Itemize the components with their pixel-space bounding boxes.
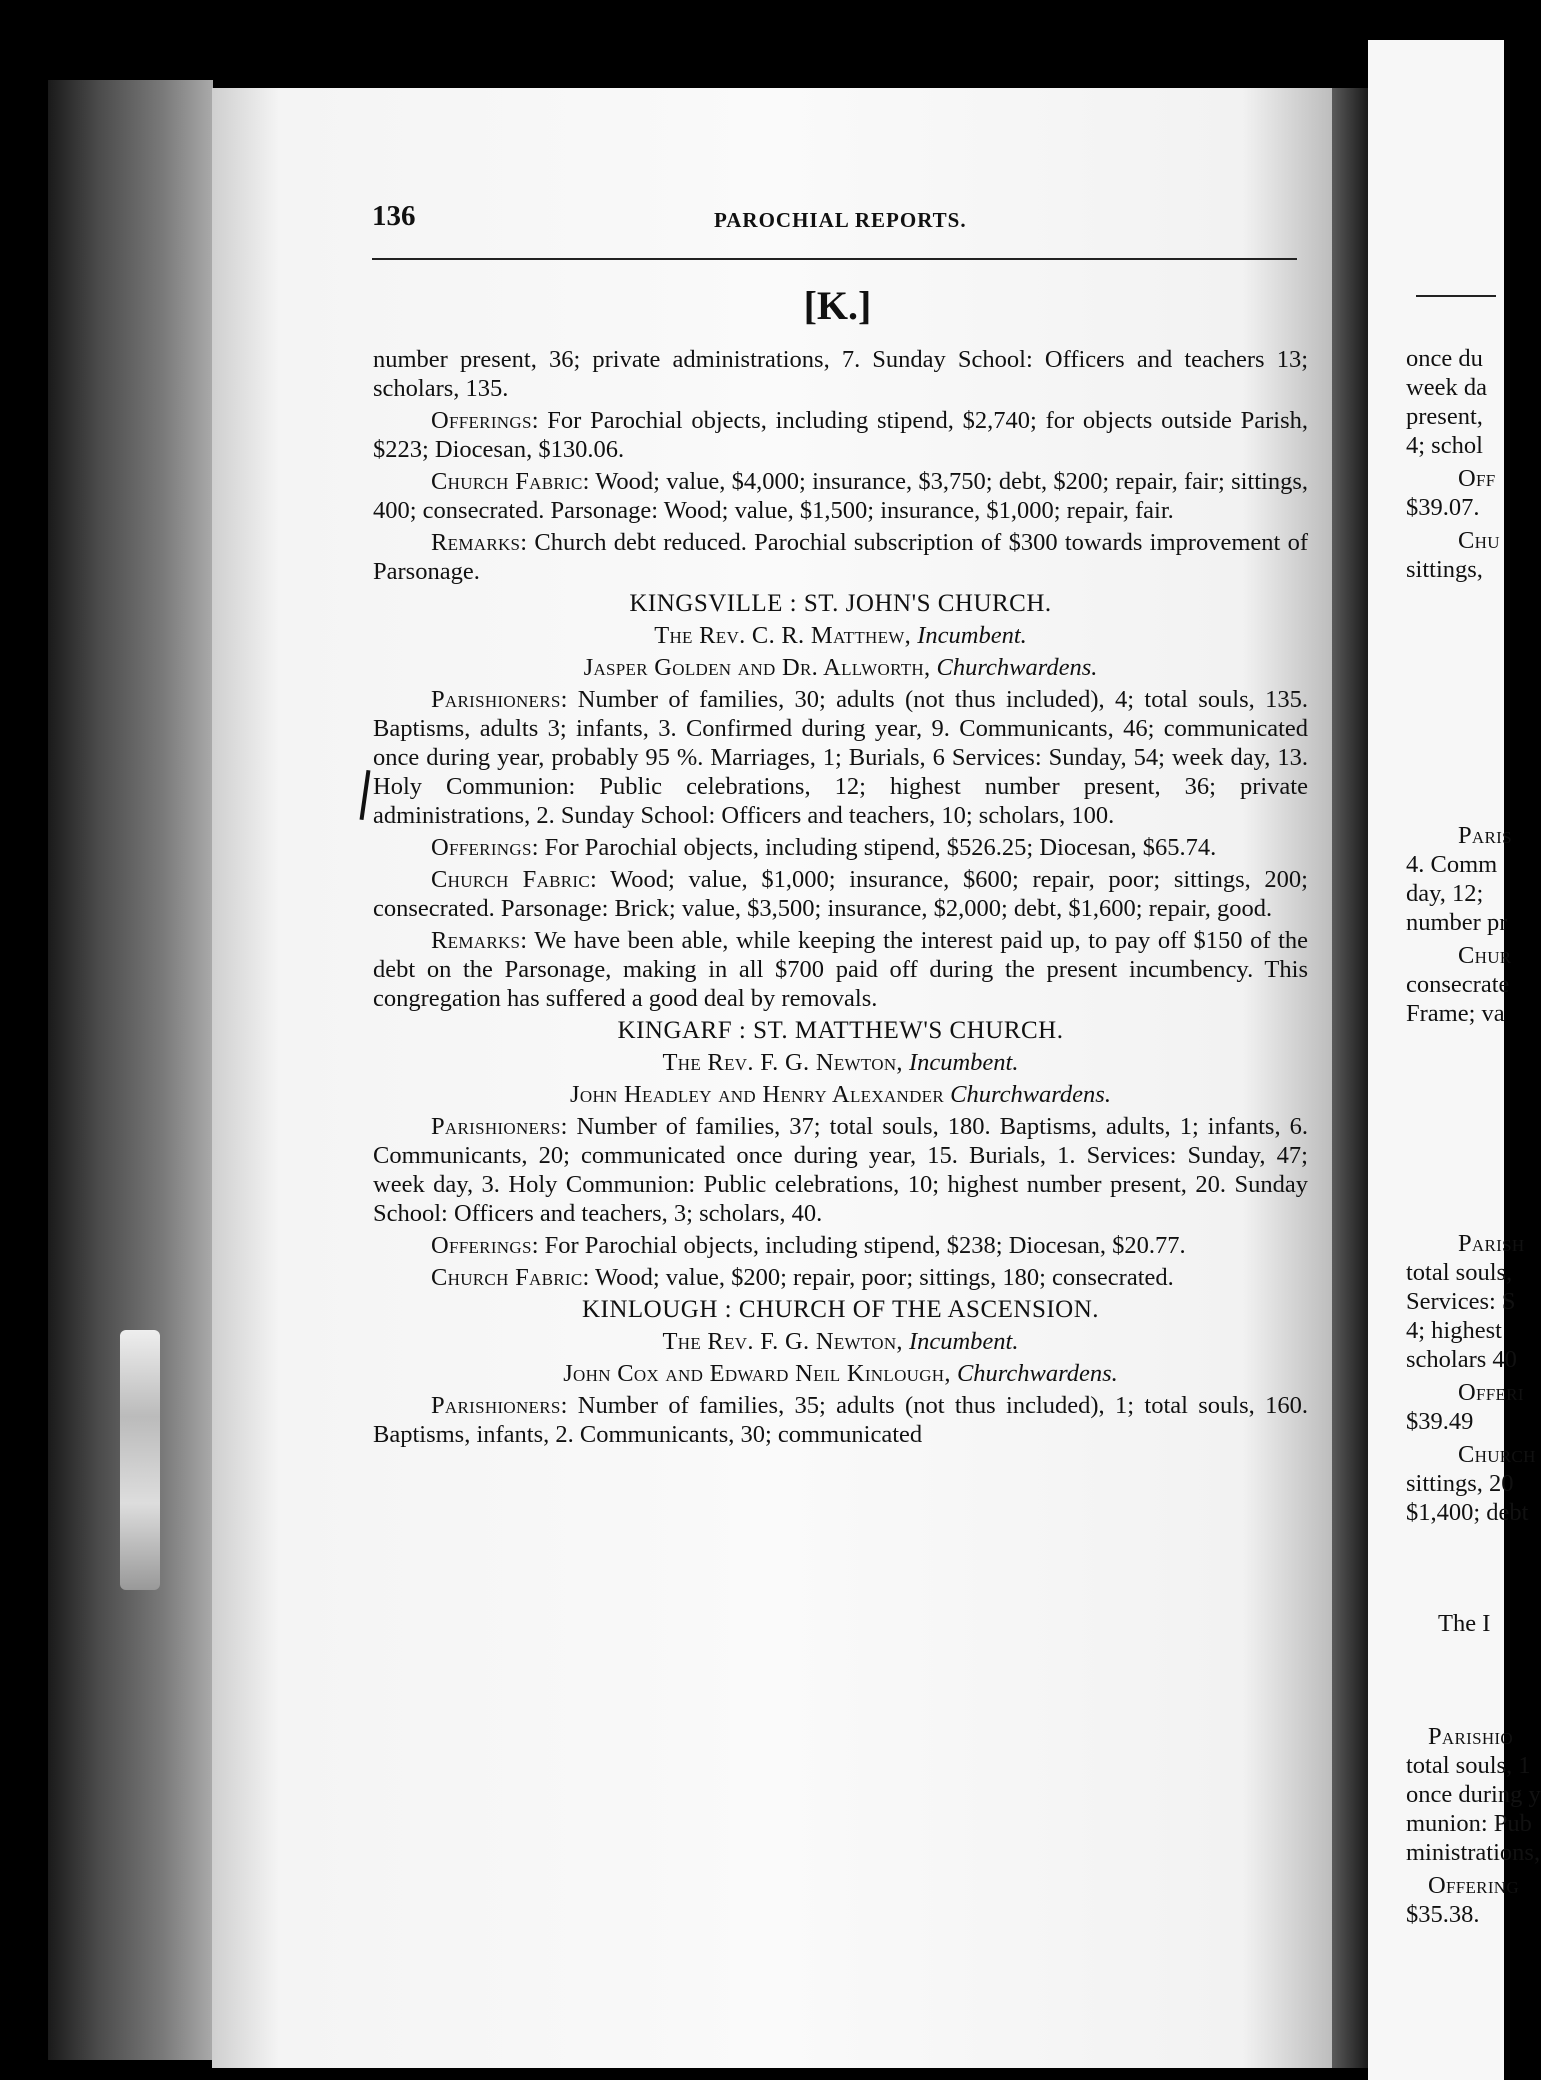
paragraph-label: Parishioners [431, 686, 561, 713]
facing-line: 4; highest [1406, 1317, 1502, 1344]
incumbent-name: The Rev. F. G. Newton, [662, 1328, 903, 1355]
incumbent-role: Incumbent. [908, 1328, 1019, 1355]
continuation-paragraph: number present, 36; private administrations, 7. Sunday School: Officers and teachers 13; scholars, 135. [373, 346, 1308, 402]
paragraph-text: : Number of families, 35; adults (not thus included), 1; total souls, 160. Baptisms, infants, 2. Communicants, 30; communicated [373, 1392, 1308, 1448]
facing-line: Frame; va [1406, 1000, 1505, 1027]
facing-line: Parish [1458, 1230, 1525, 1257]
page-number: 136 [372, 200, 416, 232]
facing-line: Off [1458, 465, 1496, 492]
facing-line: Church [1458, 1441, 1536, 1468]
incumbent-name: The Rev. C. R. Matthew, [654, 622, 912, 649]
paragraph-label: Remarks [431, 529, 521, 556]
paragraph-label: Parishioners [431, 1392, 561, 1419]
remarks-paragraph [373, 528, 1308, 586]
churchwardens-role: Churchwardens. [936, 654, 1098, 681]
incumbent-role: Incumbent. [908, 1049, 1019, 1076]
incumbent-line [373, 1327, 1308, 1356]
facing-line: sittings, 20 [1406, 1470, 1514, 1497]
facing-line: once during y [1406, 1781, 1541, 1808]
facing-line: The I [1438, 1610, 1491, 1637]
churchwardens-line [373, 653, 1308, 682]
facing-line: Paris [1458, 822, 1512, 849]
churchwardens-role: Churchwardens. [950, 1081, 1111, 1108]
gutter-shadow [1332, 88, 1368, 2068]
church-fabric-paragraph [373, 467, 1308, 525]
church-fabric-paragraph [373, 1263, 1308, 1292]
facing-line: consecrate [1406, 971, 1510, 998]
paragraph-text: : For Parochial objects, including stipend, $526.25; Diocesan, $65.74. [531, 834, 1217, 861]
paragraph-text: : Church debt reduced. Parochial subscription of $300 towards improvement of Parsonage. [373, 529, 1308, 585]
paragraph-label: Church Fabric [431, 468, 583, 495]
church-heading: KINGSVILLE : ST. JOHN'S CHURCH. [629, 590, 1052, 617]
paragraph-label: Offerings [431, 1232, 532, 1259]
paragraph-label: Offerings [431, 834, 532, 861]
churchwardens-names: Jasper Golden and Dr. Allworth, [583, 654, 931, 681]
facing-line: ministrations, [1406, 1839, 1541, 1866]
churchwardens-role: Churchwardens. [956, 1360, 1118, 1387]
paragraph-text: : For Parochial objects, including stipend, $2,740; for objects outside Parish, $223; Diocesan, $130.06. [373, 407, 1308, 463]
paragraph-label: Remarks [431, 927, 521, 954]
church-heading: KINLOUGH : CHURCH OF THE ASCENSION. [581, 1296, 1100, 1323]
paragraph-label: Church Fabric [431, 1264, 583, 1291]
parishioners-paragraph [373, 1112, 1308, 1228]
paragraph-label: Parishioners [431, 1113, 561, 1140]
church-fabric-paragraph [373, 865, 1308, 923]
paragraph-text: : For Parochial objects, including stipend, $238; Diocesan, $20.77. [531, 1232, 1186, 1259]
facing-line: day, 12; [1406, 880, 1484, 907]
parishioners-paragraph [373, 685, 1308, 830]
paragraph-text: : Number of families, 37; total souls, 180. Baptisms, adults, 1; infants, 6. Communicants, 20; communicated once during year, 15. Burials, 1. Services: Sunday, 47; week day, 3. Holy Communion: Public celebrations, 10; highest number present, 20. Sunday School: Officers and teachers, 3; scholars, 40. [373, 1113, 1308, 1227]
incumbent-line [373, 621, 1308, 650]
offerings-paragraph [373, 406, 1308, 464]
facing-line: week da [1406, 374, 1487, 401]
paragraph-text: : Wood; value, $4,000; insurance, $3,750; debt, $200; repair, fair; sittings, 400; consecrated. Parsonage: Wood; value, $1,500; insurance, $1,000; repair, fair. [373, 468, 1308, 524]
parishioners-paragraph [373, 1391, 1308, 1449]
facing-page-rule [1416, 295, 1496, 297]
facing-line: $35.38. [1406, 1901, 1480, 1928]
facing-line: Offering [1428, 1872, 1519, 1899]
paragraph-label: Church Fabric [431, 866, 591, 893]
binding-ornament [120, 1330, 160, 1590]
facing-line: total souls, [1406, 1259, 1513, 1286]
incumbent-role: Incumbent. [917, 622, 1027, 649]
facing-line: Chur [1458, 942, 1512, 969]
facing-line: number pr [1406, 909, 1508, 936]
facing-line: Parishio [1428, 1723, 1513, 1750]
facing-line: Offeri [1458, 1379, 1524, 1406]
paragraph-text: : Wood; value, $1,000; insurance, $600; repair, poor; sittings, 200; consecrated. Parsonage: Brick; value, $3,500; insurance, $2,000; debt, $1,600; repair, good. [373, 866, 1308, 922]
facing-line: 4. Comm [1406, 851, 1498, 878]
facing-page [1368, 40, 1541, 2080]
churchwardens-names: John Cox and Edward Neil Kinlough, [563, 1360, 951, 1387]
facing-line: 4; schol [1406, 432, 1483, 459]
header-rule [372, 258, 1297, 260]
facing-line: total souls, 1 [1406, 1752, 1531, 1779]
incumbent-line [373, 1048, 1308, 1077]
facing-line: $1,400; debt [1406, 1499, 1529, 1526]
running-head: PAROCHIAL REPORTS. [714, 208, 967, 232]
incumbent-name: The Rev. F. G. Newton, [662, 1049, 903, 1076]
page-body [373, 345, 1308, 1452]
facing-line: $39.49 [1406, 1408, 1474, 1435]
church-heading: KINGARF : ST. MATTHEW'S CHURCH. [617, 1017, 1064, 1044]
page-header [372, 200, 1297, 240]
facing-line: $39.07. [1406, 494, 1480, 521]
facing-line: scholars 40 [1406, 1346, 1517, 1373]
facing-line: munion: Pub [1406, 1810, 1532, 1837]
facing-line: once du [1406, 345, 1483, 372]
paragraph-label: Offerings [431, 407, 532, 434]
offerings-paragraph [373, 833, 1308, 862]
churchwardens-line [373, 1080, 1308, 1109]
book-spine-shadow [48, 80, 213, 2060]
churchwardens-line [373, 1359, 1308, 1388]
section-mark: [K.] [803, 283, 872, 328]
churchwardens-names: John Headley and Henry Alexander [570, 1081, 944, 1108]
facing-line: Services: S [1406, 1288, 1516, 1315]
offerings-paragraph [373, 1231, 1308, 1260]
facing-line: present, [1406, 403, 1483, 430]
paragraph-text: : Number of families, 30; adults (not thus included), 4; total souls, 135. Baptisms, adults 3; infants, 3. Confirmed during year, 9. Communicants, 46; communicated once during year, probably 95 %. Marriages, 1; Burials, 6 Services: Sunday, 54; week day, 13. Holy Communion: Public celebrations, 12; highest number present, 36; private administrations, 2. Sunday School: Officers and teachers, 10; scholars, 100. [373, 686, 1308, 829]
remarks-paragraph [373, 926, 1308, 1013]
facing-line: Chu [1458, 527, 1500, 554]
paragraph-text: : We have been able, while keeping the interest paid up, to pay off $150 of the debt on the Parsonage, making in all $700 paid off during the present incumbency. This congregation has suffered a good deal by removals. [373, 927, 1308, 1012]
facing-line: sittings, [1406, 556, 1483, 583]
paragraph-text: : Wood; value, $200; repair, poor; sittings, 180; consecrated. [582, 1264, 1174, 1291]
